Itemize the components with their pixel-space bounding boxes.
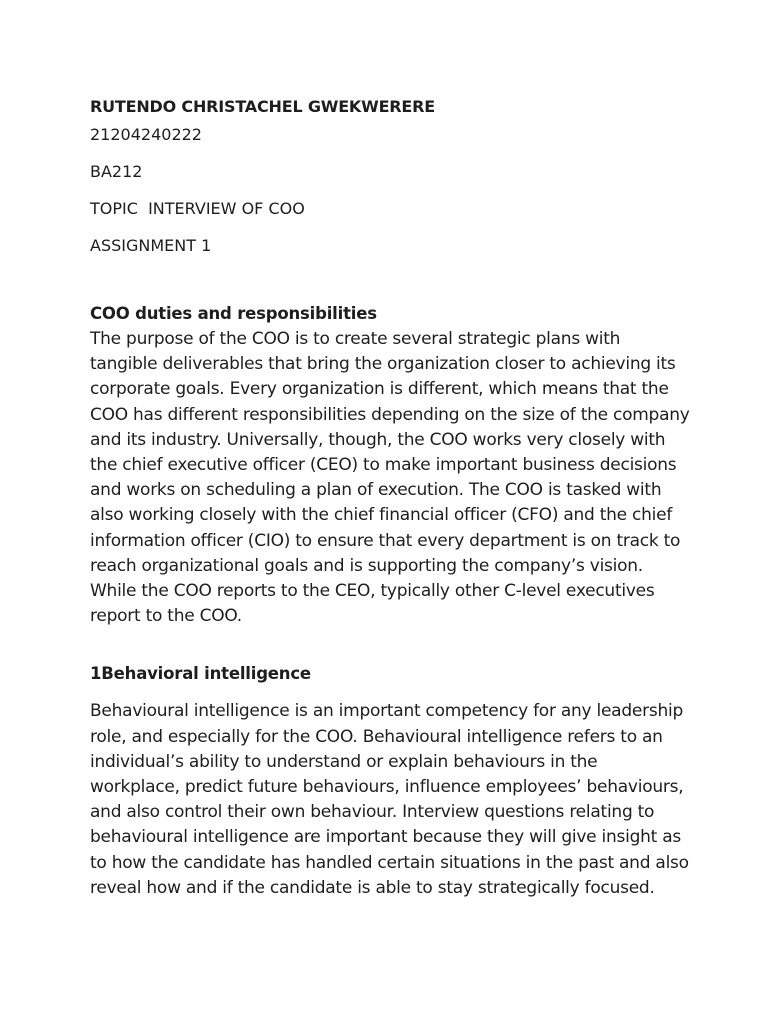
student-id: 21204240222 (90, 125, 202, 144)
document-content (90, 97, 690, 901)
author-name: RUTENDO CHRISTACHEL GWEKWERERE (90, 97, 436, 116)
section-heading-behavioral: 1Behavioral intelligence (90, 664, 311, 684)
topic-line: TOPIC INTERVIEW OF COO (90, 199, 305, 218)
assignment-line: ASSIGNMENT 1 (90, 236, 212, 255)
section-heading-duties: COO duties and responsibilities (90, 304, 377, 323)
section-body-behavioral: Behavioural intelligence is an important competency for any leadership role, and especially for the COO. Behavioural intelligence refers to an individual’s ability to understand or explain behaviours in the workplace, predict future behaviours, influence employees’ behaviours, and also control their own behaviour. Interview questions relating to behavioural intelligence are important because they will give insight as to how the candidate has handled certain situations in the past and also reveal how and if the candidate is able to stay strategically focused. (90, 701, 689, 898)
course-code: BA212 (90, 162, 143, 181)
section-body-duties: The purpose of the COO is to create several strategic plans with tangible deliverables that bring the organization closer to achieving its corporate goals. Every organization is different, which means that the COO has different responsibilities depending on the size of the company and its industry. Universally, though, the COO works very closely with the chief executive officer (CEO) to make important business decisions and works on scheduling a plan of execution. The COO is tasked with also working closely with the chief financial officer (CFO) and the chief information officer (CIO) to ensure that every department is on track to reach organizational goals and is supporting the company’s vision. While the COO reports to the CEO, typically other C-level executives report to the COO. (90, 329, 690, 627)
